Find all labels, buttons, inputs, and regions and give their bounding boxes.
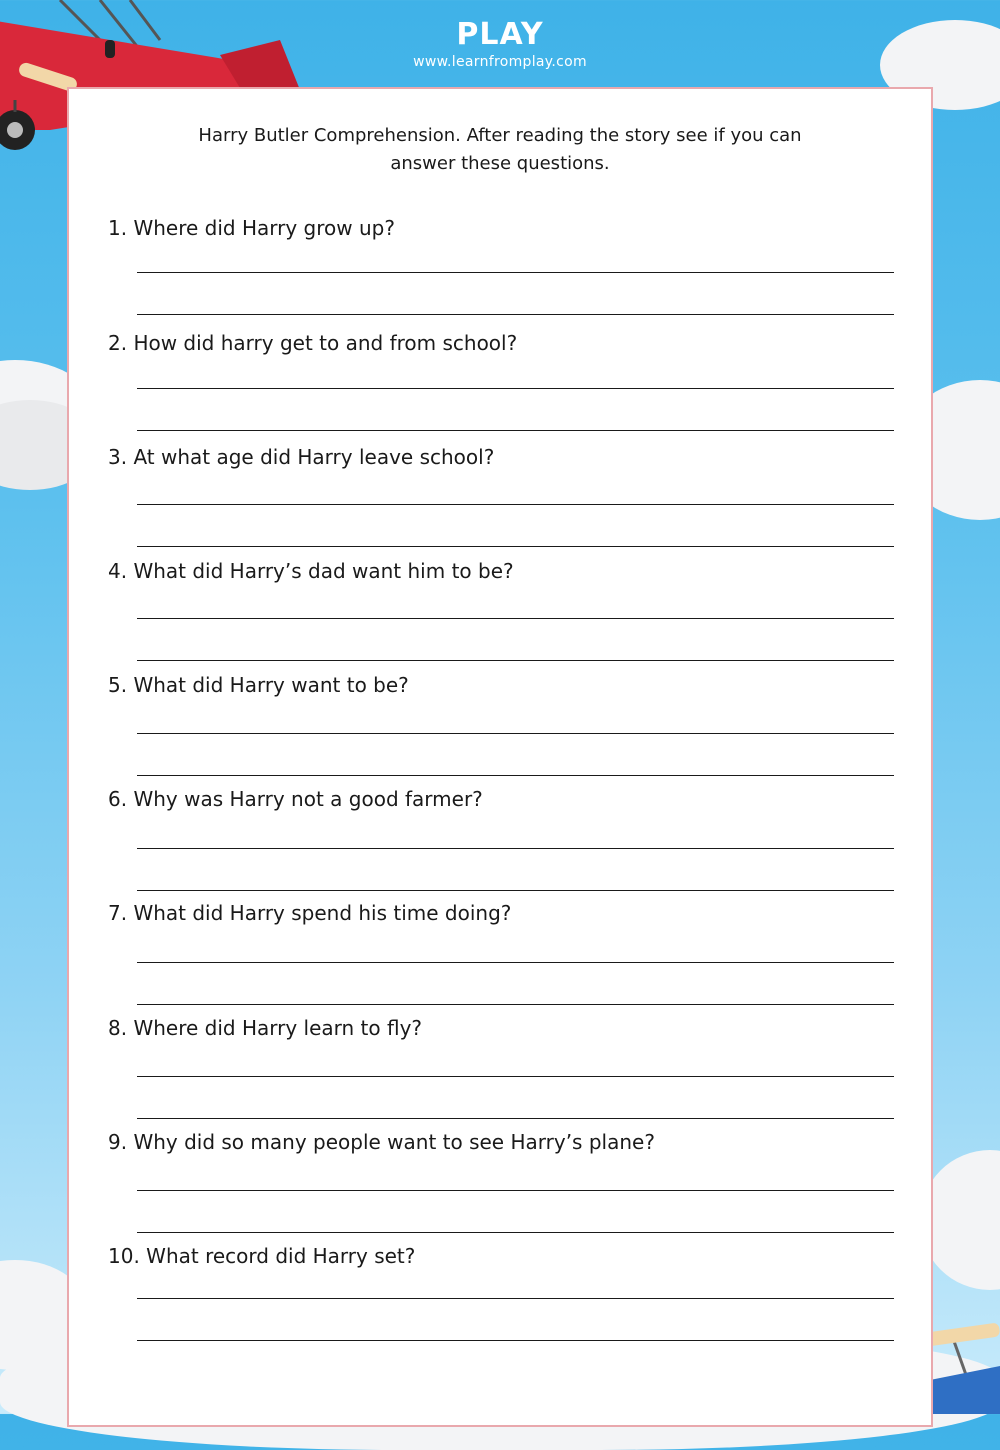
- answer-line[interactable]: [137, 1118, 894, 1119]
- answer-line[interactable]: [137, 272, 894, 273]
- answer-line[interactable]: [137, 1298, 894, 1299]
- answer-line[interactable]: [137, 775, 894, 776]
- answer-line[interactable]: [137, 1232, 894, 1233]
- brand-url[interactable]: www.learnfromplay.com: [413, 54, 587, 70]
- answer-line[interactable]: [137, 546, 894, 547]
- answer-line[interactable]: [137, 733, 894, 734]
- question-9: 9. Why did so many people want to see Harry’s plane?: [108, 1130, 655, 1154]
- brand-logo: [0, 18, 1000, 70]
- question-5: 5. What did Harry want to be?: [108, 673, 409, 697]
- question-7: 7. What did Harry spend his time doing?: [108, 901, 512, 925]
- question-3: 3. At what age did Harry leave school?: [108, 445, 495, 469]
- answer-line[interactable]: [137, 1004, 894, 1005]
- question-10: 10. What record did Harry set?: [108, 1244, 416, 1268]
- question-6: 6. Why was Harry not a good farmer?: [108, 787, 483, 811]
- question-1: 1. Where did Harry grow up?: [108, 216, 395, 240]
- answer-line[interactable]: [137, 388, 894, 389]
- question-4: 4. What did Harry’s dad want him to be?: [108, 559, 514, 583]
- intro-line-2: answer these questions.: [390, 153, 610, 174]
- answer-line[interactable]: [137, 314, 894, 315]
- worksheet-intro: [180, 122, 820, 178]
- answer-line[interactable]: [137, 504, 894, 505]
- question-8: 8. Where did Harry learn to fly?: [108, 1016, 423, 1040]
- worksheet-sheet: [67, 87, 933, 1427]
- answer-line[interactable]: [137, 1190, 894, 1191]
- answer-line[interactable]: [137, 618, 894, 619]
- answer-line[interactable]: [137, 890, 894, 891]
- answer-line[interactable]: [137, 1340, 894, 1341]
- answer-line[interactable]: [137, 430, 894, 431]
- answer-line[interactable]: [137, 1076, 894, 1077]
- intro-line-1: Harry Butler Comprehension. After reading the story see if you can: [198, 125, 802, 146]
- logo-wordmark: PLAY: [456, 17, 544, 52]
- answer-line[interactable]: [137, 848, 894, 849]
- answer-line[interactable]: [137, 962, 894, 963]
- answer-line[interactable]: [137, 660, 894, 661]
- question-2: 2. How did harry get to and from school?: [108, 331, 518, 355]
